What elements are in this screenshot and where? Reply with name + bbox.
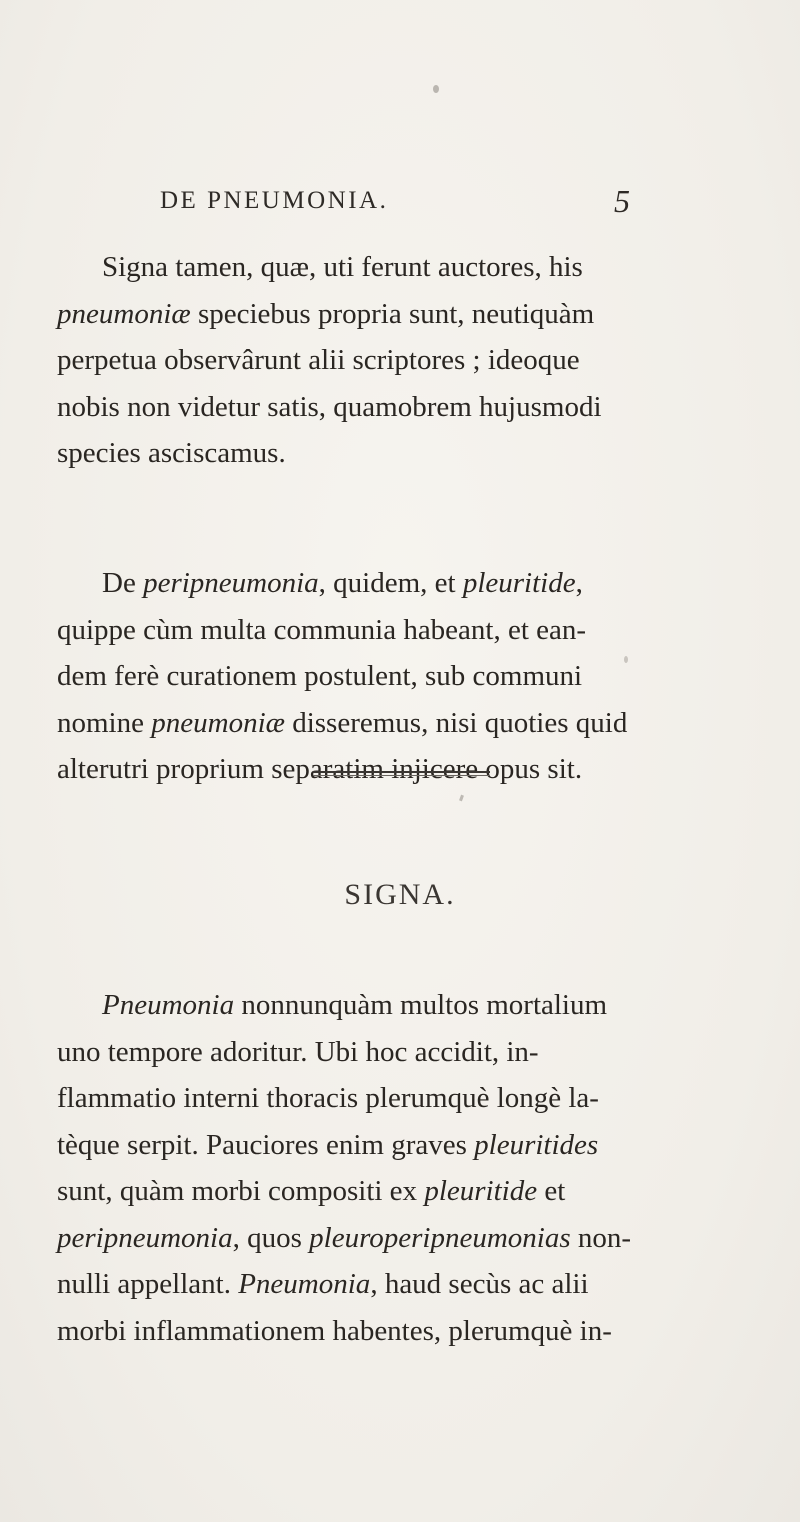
page-number: 5 <box>614 183 630 219</box>
ink-speck <box>459 795 464 802</box>
ink-speck <box>433 85 439 93</box>
text-line: alterutri proprium separatim injicere opus sit. <box>57 753 583 785</box>
text-line: Signa tamen, quæ, uti ferunt auctores, his <box>102 251 583 283</box>
paragraph-2 <box>57 560 737 793</box>
paragraph-3 <box>57 982 737 1354</box>
text-line: morbi inflammationem habentes, plerumquè in- <box>57 1314 612 1347</box>
text-line: sunt, quàm morbi compositi ex pleuritide et <box>57 1175 566 1207</box>
running-head: DE PNEUMONIA. <box>160 187 389 214</box>
text-line: tèque serpit. Pauciores enim graves pleuritides <box>57 1128 599 1161</box>
text-line: nobis non videtur satis, quamobrem hujusmodi <box>57 390 602 423</box>
text-line: dem ferè curationem postulent, sub communi <box>57 660 583 692</box>
text-line: nulli appellant. Pneumonia, haud secùs ac alii <box>57 1268 589 1300</box>
text-line: pneumoniæ speciebus propria sunt, neutiquàm <box>57 297 595 330</box>
text-line: flammatio interni thoracis plerumquè longè la- <box>57 1082 599 1114</box>
text-line: uno tempore adoritur. Ubi hoc accidit, in- <box>57 1035 539 1068</box>
text-line: Pneumonia nonnunquàm multos mortalium <box>102 989 608 1021</box>
page-header <box>160 183 630 227</box>
section-title: SIGNA. <box>344 878 456 911</box>
paragraph-1 <box>57 244 737 477</box>
section-divider <box>313 771 490 773</box>
text-line: quippe cùm multa communia habeant, et ean- <box>57 613 587 646</box>
text-line: nomine pneumoniæ disseremus, nisi quoties quid <box>57 706 628 739</box>
text-line: peripneumonia, quos pleuroperipneumonias non- <box>57 1221 632 1254</box>
text-line: species asciscamus. <box>57 437 286 469</box>
text-line: perpetua observârunt alii scriptores ; ideoque <box>57 344 580 376</box>
text-line: De peripneumonia, quidem, et pleuritide, <box>102 567 583 599</box>
section-divider <box>313 775 490 776</box>
